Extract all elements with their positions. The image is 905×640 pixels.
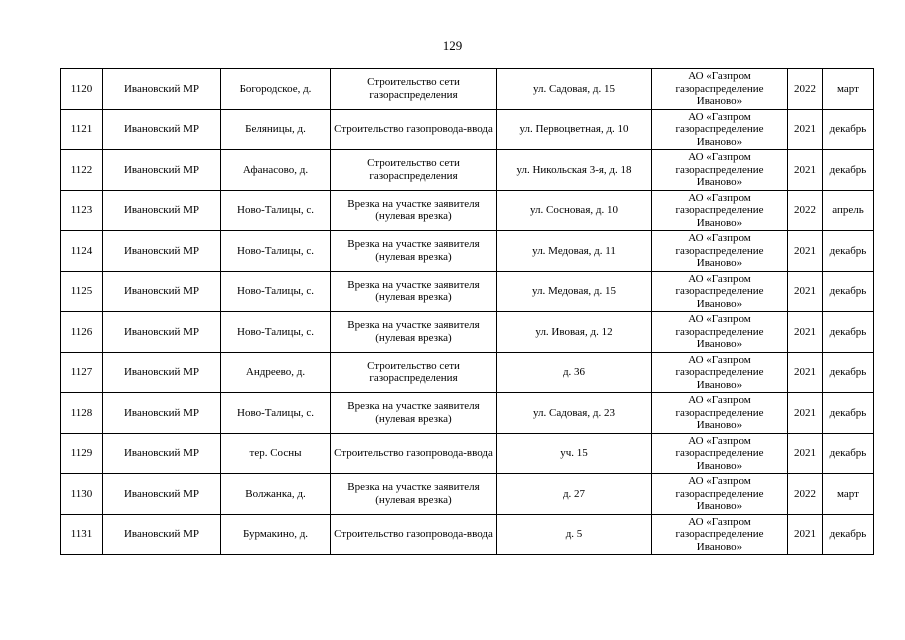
month-cell: март bbox=[823, 69, 874, 110]
table-row bbox=[61, 271, 874, 312]
work-type-cell: Врезка на участке заявителя (нулевая врезка) bbox=[331, 474, 497, 515]
table-row bbox=[61, 231, 874, 272]
settlement-cell: Бурмакино, д. bbox=[221, 514, 331, 555]
settlement-cell: Ново-Талицы, с. bbox=[221, 312, 331, 353]
month-cell: декабрь bbox=[823, 150, 874, 191]
address-cell: ул. Садовая, д. 23 bbox=[497, 393, 652, 434]
organization-cell: АО «Газпром газораспределение Иваново» bbox=[652, 393, 788, 434]
address-cell: ул. Ивовая, д. 12 bbox=[497, 312, 652, 353]
settlement-cell: Волжанка, д. bbox=[221, 474, 331, 515]
year-cell: 2022 bbox=[788, 69, 823, 110]
month-cell: декабрь bbox=[823, 271, 874, 312]
district-cell: Ивановский МР bbox=[103, 109, 221, 150]
work-type-cell: Строительство сети газораспределения bbox=[331, 69, 497, 110]
row-number-cell: 1120 bbox=[61, 69, 103, 110]
district-cell: Ивановский МР bbox=[103, 474, 221, 515]
address-cell: ул. Садовая, д. 15 bbox=[497, 69, 652, 110]
table-row bbox=[61, 109, 874, 150]
address-cell: д. 36 bbox=[497, 352, 652, 393]
row-number-cell: 1122 bbox=[61, 150, 103, 191]
month-cell: декабрь bbox=[823, 231, 874, 272]
row-number-cell: 1124 bbox=[61, 231, 103, 272]
organization-cell: АО «Газпром газораспределение Иваново» bbox=[652, 352, 788, 393]
work-type-cell: Врезка на участке заявителя (нулевая врезка) bbox=[331, 231, 497, 272]
work-type-cell: Врезка на участке заявителя (нулевая врезка) bbox=[331, 271, 497, 312]
year-cell: 2022 bbox=[788, 474, 823, 515]
year-cell: 2021 bbox=[788, 352, 823, 393]
year-cell: 2021 bbox=[788, 150, 823, 191]
district-cell: Ивановский МР bbox=[103, 514, 221, 555]
year-cell: 2021 bbox=[788, 231, 823, 272]
row-number-cell: 1121 bbox=[61, 109, 103, 150]
district-cell: Ивановский МР bbox=[103, 231, 221, 272]
settlement-cell: Ново-Талицы, с. bbox=[221, 231, 331, 272]
year-cell: 2021 bbox=[788, 109, 823, 150]
table-row bbox=[61, 393, 874, 434]
district-cell: Ивановский МР bbox=[103, 190, 221, 231]
month-cell: декабрь bbox=[823, 109, 874, 150]
work-type-cell: Врезка на участке заявителя (нулевая врезка) bbox=[331, 190, 497, 231]
month-cell: апрель bbox=[823, 190, 874, 231]
address-cell: ул. Никольская 3-я, д. 18 bbox=[497, 150, 652, 191]
address-cell: ул. Первоцветная, д. 10 bbox=[497, 109, 652, 150]
year-cell: 2021 bbox=[788, 433, 823, 474]
settlement-cell: Беляницы, д. bbox=[221, 109, 331, 150]
month-cell: декабрь bbox=[823, 312, 874, 353]
table-row bbox=[61, 433, 874, 474]
district-cell: Ивановский МР bbox=[103, 433, 221, 474]
month-cell: декабрь bbox=[823, 352, 874, 393]
month-cell: декабрь bbox=[823, 393, 874, 434]
address-cell: ул. Медовая, д. 15 bbox=[497, 271, 652, 312]
year-cell: 2022 bbox=[788, 190, 823, 231]
row-number-cell: 1131 bbox=[61, 514, 103, 555]
district-cell: Ивановский МР bbox=[103, 352, 221, 393]
year-cell: 2021 bbox=[788, 514, 823, 555]
settlement-cell: Богородское, д. bbox=[221, 69, 331, 110]
work-type-cell: Строительство газопровода-ввода bbox=[331, 433, 497, 474]
row-number-cell: 1125 bbox=[61, 271, 103, 312]
address-cell: ул. Сосновая, д. 10 bbox=[497, 190, 652, 231]
row-number-cell: 1127 bbox=[61, 352, 103, 393]
month-cell: март bbox=[823, 474, 874, 515]
settlement-cell: Ново-Талицы, с. bbox=[221, 271, 331, 312]
work-type-cell: Врезка на участке заявителя (нулевая врезка) bbox=[331, 312, 497, 353]
district-cell: Ивановский МР bbox=[103, 271, 221, 312]
district-cell: Ивановский МР bbox=[103, 150, 221, 191]
row-number-cell: 1123 bbox=[61, 190, 103, 231]
month-cell: декабрь bbox=[823, 514, 874, 555]
district-cell: Ивановский МР bbox=[103, 393, 221, 434]
table-row bbox=[61, 150, 874, 191]
address-cell: ул. Медовая, д. 11 bbox=[497, 231, 652, 272]
organization-cell: АО «Газпром газораспределение Иваново» bbox=[652, 109, 788, 150]
year-cell: 2021 bbox=[788, 312, 823, 353]
organization-cell: АО «Газпром газораспределение Иваново» bbox=[652, 312, 788, 353]
month-cell: декабрь bbox=[823, 433, 874, 474]
organization-cell: АО «Газпром газораспределение Иваново» bbox=[652, 231, 788, 272]
work-type-cell: Строительство сети газораспределения bbox=[331, 150, 497, 191]
organization-cell: АО «Газпром газораспределение Иваново» bbox=[652, 150, 788, 191]
table-row bbox=[61, 474, 874, 515]
page-number: 129 bbox=[442, 38, 463, 53]
organization-cell: АО «Газпром газораспределение Иваново» bbox=[652, 271, 788, 312]
settlement-cell: Ново-Талицы, с. bbox=[221, 393, 331, 434]
organization-cell: АО «Газпром газораспределение Иваново» bbox=[652, 433, 788, 474]
table-row bbox=[61, 312, 874, 353]
year-cell: 2021 bbox=[788, 393, 823, 434]
address-cell: д. 5 bbox=[497, 514, 652, 555]
table-row bbox=[61, 514, 874, 555]
work-type-cell: Врезка на участке заявителя (нулевая врезка) bbox=[331, 393, 497, 434]
table-row bbox=[61, 352, 874, 393]
settlement-cell: Андреево, д. bbox=[221, 352, 331, 393]
district-cell: Ивановский МР bbox=[103, 312, 221, 353]
work-type-cell: Строительство газопровода-ввода bbox=[331, 514, 497, 555]
work-type-cell: Строительство сети газораспределения bbox=[331, 352, 497, 393]
organization-cell: АО «Газпром газораспределение Иваново» bbox=[652, 474, 788, 515]
year-cell: 2021 bbox=[788, 271, 823, 312]
row-number-cell: 1126 bbox=[61, 312, 103, 353]
address-cell: уч. 15 bbox=[497, 433, 652, 474]
address-cell: д. 27 bbox=[497, 474, 652, 515]
settlement-cell: Афанасово, д. bbox=[221, 150, 331, 191]
gas-connection-table bbox=[60, 68, 874, 555]
row-number-cell: 1128 bbox=[61, 393, 103, 434]
table-row bbox=[61, 190, 874, 231]
organization-cell: АО «Газпром газораспределение Иваново» bbox=[652, 514, 788, 555]
organization-cell: АО «Газпром газораспределение Иваново» bbox=[652, 69, 788, 110]
work-type-cell: Строительство газопровода-ввода bbox=[331, 109, 497, 150]
table-row bbox=[61, 69, 874, 110]
organization-cell: АО «Газпром газораспределение Иваново» bbox=[652, 190, 788, 231]
settlement-cell: тер. Сосны bbox=[221, 433, 331, 474]
district-cell: Ивановский МР bbox=[103, 69, 221, 110]
settlement-cell: Ново-Талицы, с. bbox=[221, 190, 331, 231]
row-number-cell: 1130 bbox=[61, 474, 103, 515]
row-number-cell: 1129 bbox=[61, 433, 103, 474]
